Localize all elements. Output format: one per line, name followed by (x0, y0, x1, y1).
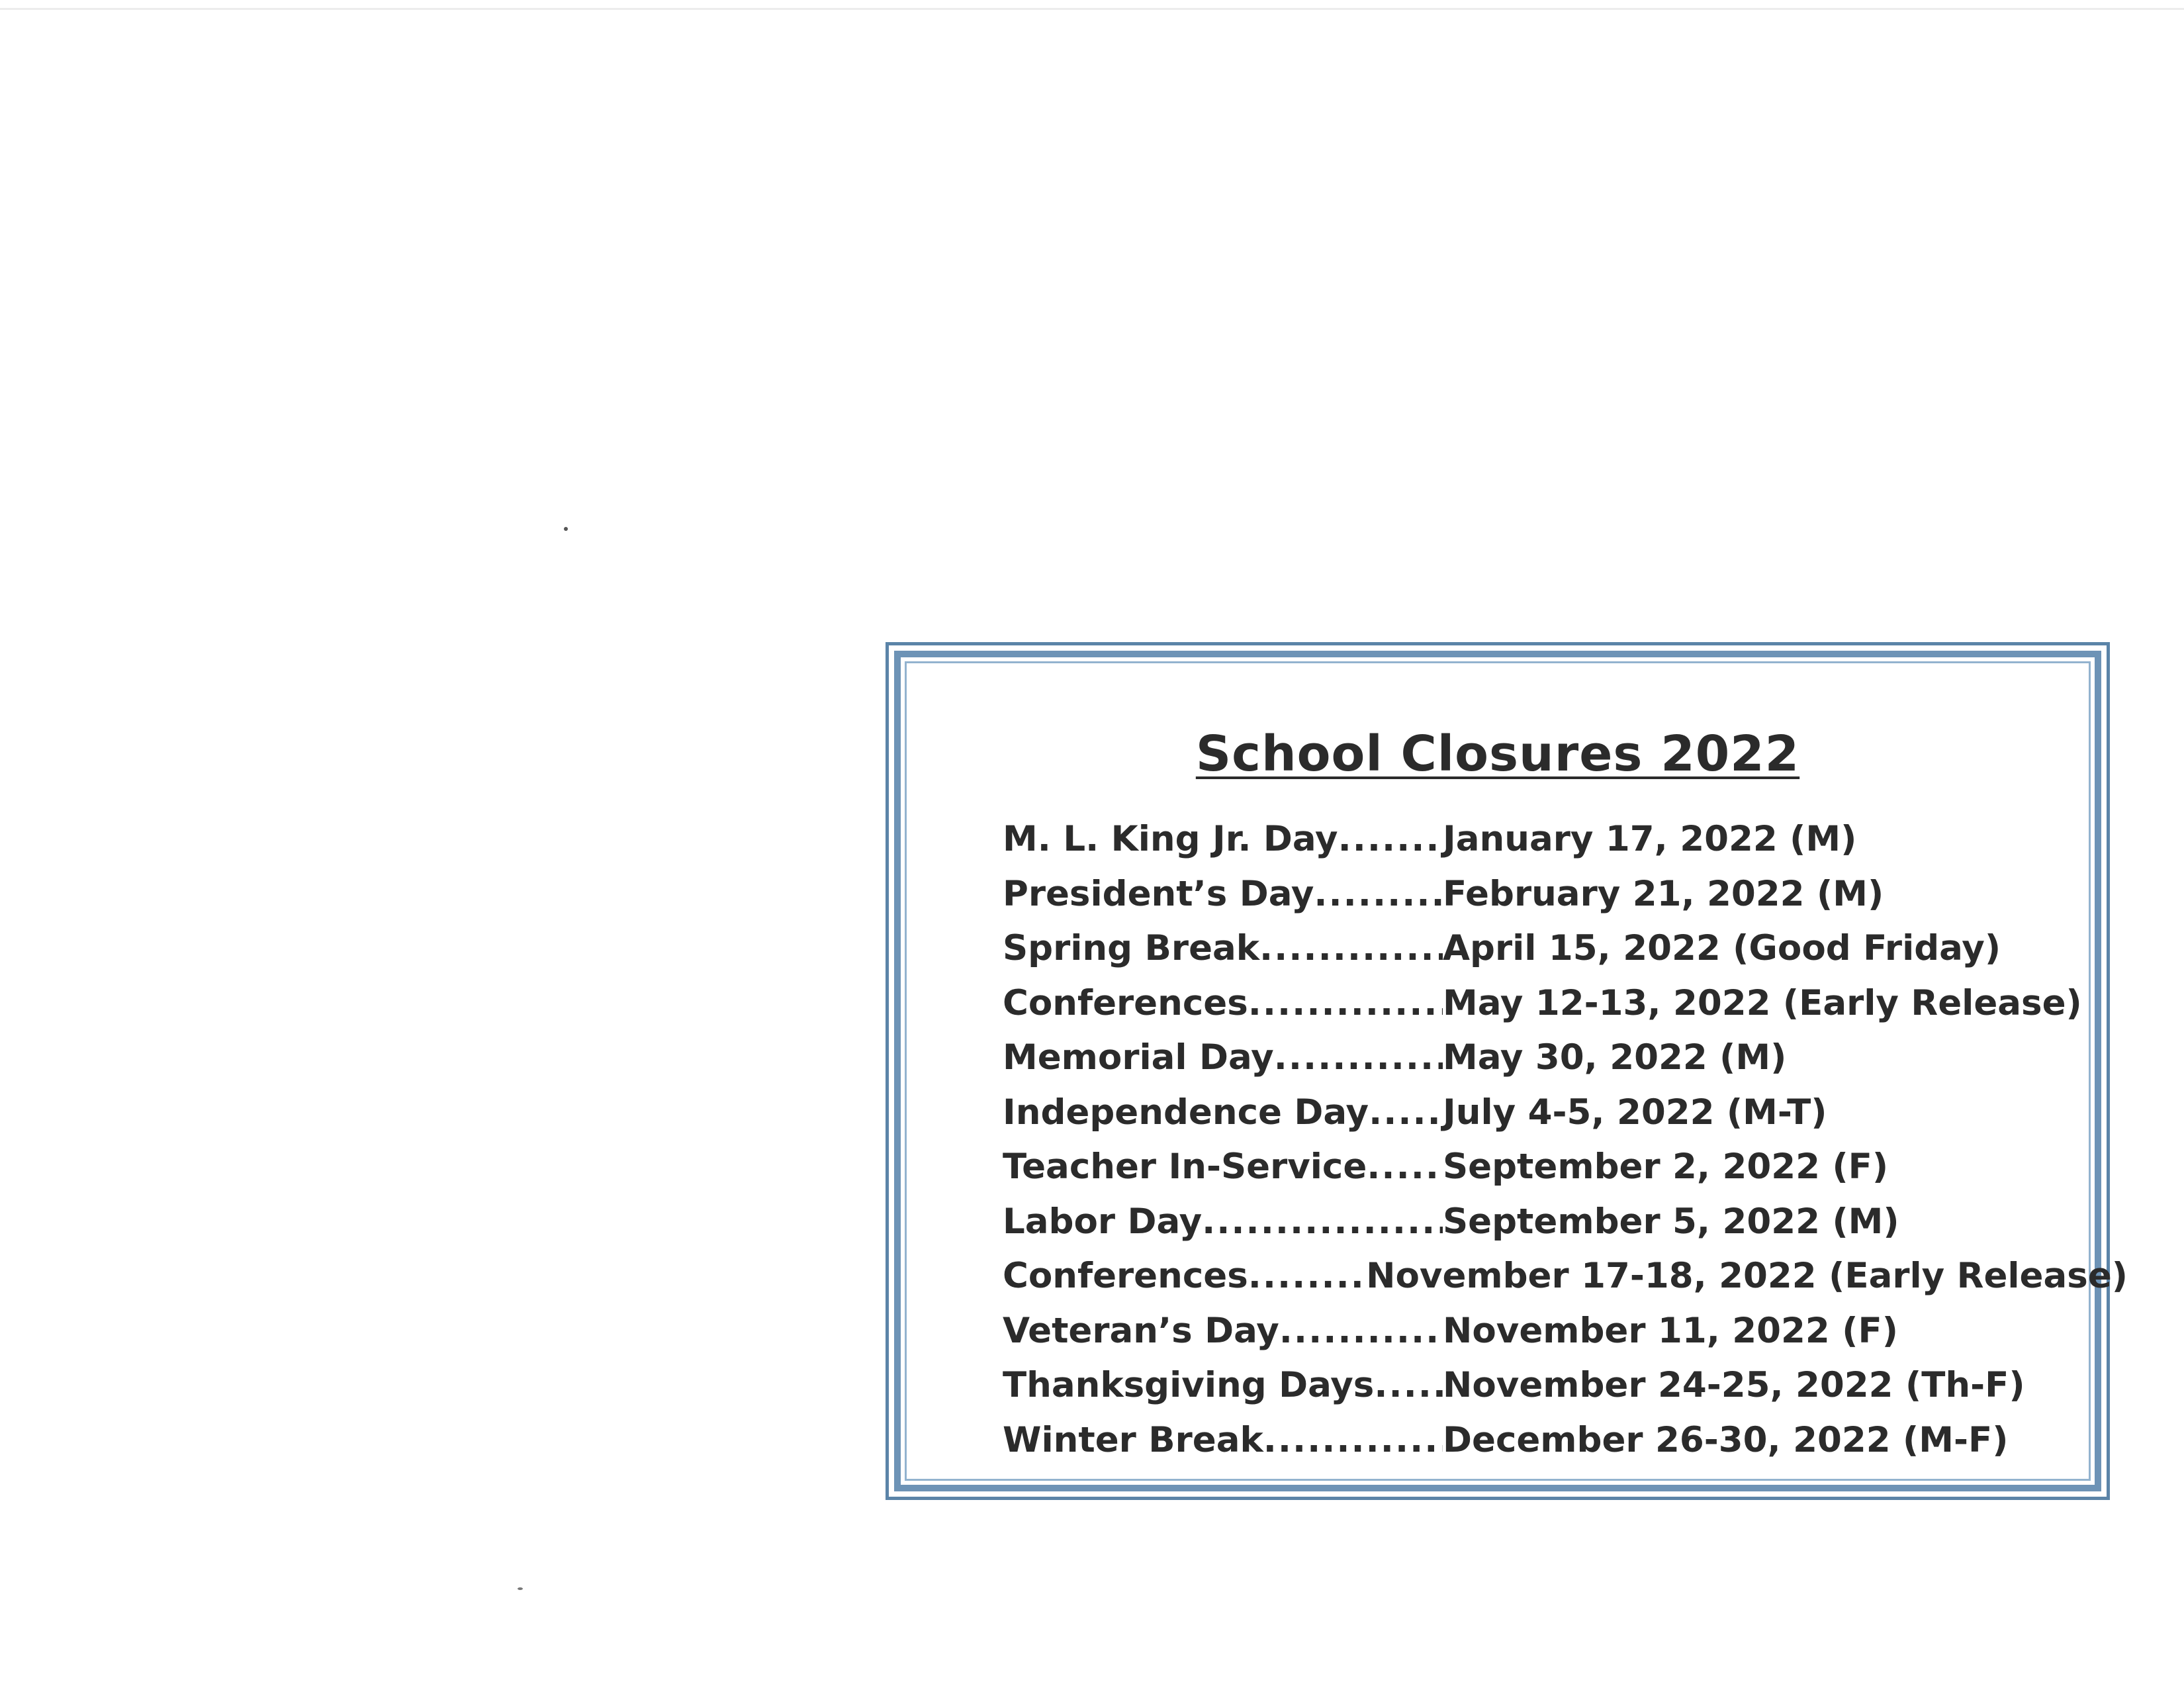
closure-row (1003, 1086, 2128, 1141)
closure-event (1003, 976, 1443, 1031)
closures-list (1003, 812, 2128, 1468)
dot-leader (1259, 921, 1443, 976)
scan-speck (518, 1587, 523, 1590)
closure-date: December 26-30, 2022 (M-F) (1443, 1419, 2009, 1460)
closure-row (1003, 1413, 2128, 1468)
closure-row (1003, 1304, 2128, 1359)
scan-top-edge (0, 8, 2184, 10)
closure-date: January 17, 2022 (M) (1443, 819, 1857, 859)
closure-row (1003, 976, 2128, 1031)
closure-event (1003, 1031, 1443, 1086)
dot-leader (1314, 867, 1443, 922)
closure-event (1003, 867, 1443, 922)
dot-leader (1367, 1140, 1443, 1195)
page-title (907, 724, 2089, 784)
dot-leader (1248, 1249, 1366, 1304)
closure-event-name: Winter Break (1003, 1419, 1263, 1460)
closure-event (1003, 1413, 1443, 1468)
closure-event-name: Thanksgiving Days (1003, 1365, 1375, 1405)
closure-event (1003, 1086, 1443, 1141)
closure-date: April 15, 2022 (Good Friday) (1443, 928, 2001, 968)
closure-event-name: M. L. King Jr. Day (1003, 819, 1338, 859)
closures-frame-inner-border (905, 661, 2128, 1481)
closures-frame (886, 642, 2128, 1500)
dot-leader (1248, 976, 1443, 1031)
closure-date: November 17-18, 2022 (Early Release) (1366, 1256, 2128, 1296)
closure-date: September 2, 2022 (F) (1443, 1147, 1889, 1187)
closures-frame-border (894, 651, 2128, 1491)
closure-event-name: Conferences (1003, 1256, 1248, 1296)
dot-leader (1274, 1031, 1443, 1086)
closure-date: May 30, 2022 (M) (1443, 1037, 1787, 1078)
closure-row (1003, 1031, 2128, 1086)
closure-event-name: Teacher In-Service (1003, 1147, 1367, 1187)
dot-leader (1279, 1304, 1443, 1359)
closure-event (1003, 1358, 1443, 1413)
dot-leader (1338, 812, 1443, 867)
closure-date: February 21, 2022 (M) (1443, 873, 1884, 914)
scan-speck (564, 527, 568, 531)
closure-row (1003, 812, 2128, 867)
closure-row (1003, 921, 2128, 976)
title-text: School Closures 2022 (1195, 726, 1800, 782)
closure-row (1003, 1195, 2128, 1250)
closure-date: July 4-5, 2022 (M-T) (1443, 1092, 1827, 1133)
closure-event-name: Spring Break (1003, 928, 1260, 968)
closure-row (1003, 1358, 2128, 1413)
closure-event (1003, 1249, 1366, 1304)
closure-event (1003, 1140, 1443, 1195)
closure-event-name: Independence Day (1003, 1092, 1369, 1133)
closure-event (1003, 812, 1443, 867)
closure-row (1003, 1249, 2128, 1304)
closure-date: November 11, 2022 (F) (1443, 1310, 1898, 1351)
closure-event-name: President’s Day (1003, 873, 1314, 914)
closure-event-name: Veteran’s Day (1003, 1310, 1279, 1351)
closure-date: September 5, 2022 (M) (1443, 1201, 1899, 1242)
dot-leader (1263, 1413, 1443, 1468)
closure-date: May 12-13, 2022 (Early Release) (1443, 982, 2082, 1023)
closure-row (1003, 1140, 2128, 1195)
closure-event (1003, 1195, 1443, 1250)
dot-leader (1202, 1195, 1443, 1250)
closure-event-name: Labor Day (1003, 1201, 1203, 1242)
dot-leader (1369, 1086, 1443, 1141)
closure-row (1003, 867, 2128, 922)
closure-event-name: Conferences (1003, 982, 1248, 1023)
closure-event (1003, 921, 1443, 976)
closure-date: November 24-25, 2022 (Th-F) (1443, 1365, 2025, 1405)
closure-event (1003, 1304, 1443, 1359)
closure-event-name: Memorial Day (1003, 1037, 1274, 1078)
dot-leader (1374, 1358, 1443, 1413)
